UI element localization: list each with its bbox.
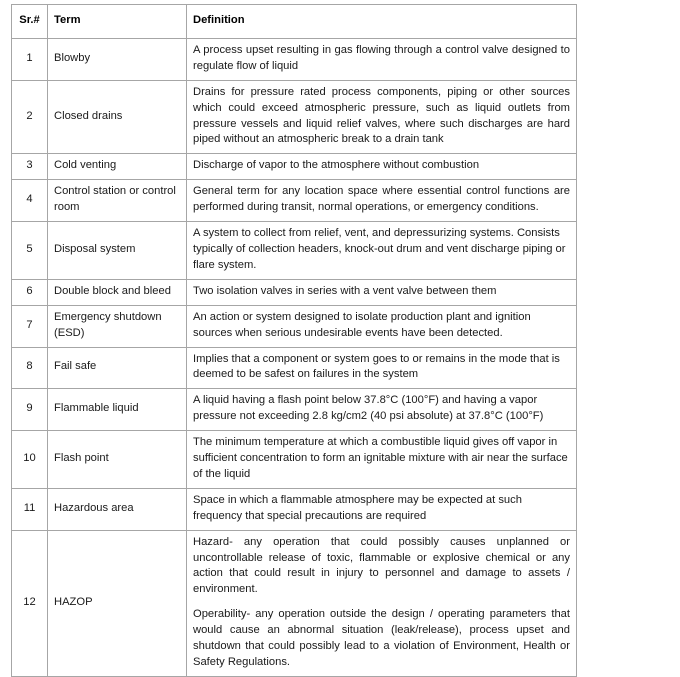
cell-definition	[187, 279, 577, 305]
cell-serial-number: 7	[12, 305, 48, 347]
definition-paragraph: General term for any location space where essential control functions are performed during transit, normal operations, or emergency conditions.	[193, 185, 570, 214]
definition-paragraph: Drains for pressure rated process components, piping or other sources which could exceed atmospheric pressure, such as liquid outlets from pressure vessels and liquid relief valves, where such discharges are hard piped without an atmospheric break to a drain tank	[193, 85, 570, 146]
cell-serial-number: 1	[12, 38, 48, 80]
cell-serial-number: 3	[12, 154, 48, 180]
cell-serial-number: 12	[12, 530, 48, 676]
table-row	[12, 347, 577, 389]
cell-definition	[187, 347, 577, 389]
table-row	[12, 488, 577, 530]
definition-paragraph: A liquid having a flash point below 37.8°C (100°F) and having a vapor pressure not exceeding 2.8 kg/cm2 (40 psi absolute) at 37.8°C (100°F)	[193, 394, 544, 423]
definition-paragraph: A system to collect from relief, vent, and depressurizing systems. Consists typically of collection headers, knock-out drum and vent discharge piping or flare system.	[193, 227, 566, 271]
cell-serial-number: 8	[12, 347, 48, 389]
definition-paragraph: A process upset resulting in gas flowing through a control valve designed to regulate flow of liquid	[193, 43, 570, 72]
definition-paragraph: Space in which a flammable atmosphere may be expected at such frequency that special precautions are required	[193, 493, 522, 522]
definition-paragraph: Two isolation valves in series with a vent valve between them	[193, 284, 497, 297]
cell-term: Fail safe	[48, 347, 187, 389]
cell-term: Emergency shutdown (ESD)	[48, 305, 187, 347]
cell-definition	[187, 180, 577, 222]
table-row	[12, 305, 577, 347]
cell-term: Flash point	[48, 431, 187, 489]
definition-paragraph: The minimum temperature at which a combustible liquid gives off vapor in sufficient concentration to form an ignitable mixture with air near the surface of the liquid	[193, 436, 568, 480]
definition-paragraph: Hazard- any operation that could possibly causes unplanned or uncontrollable release of toxic, flammable or explosive chemical or any action that could result in injury to personnel and damage to assets / environment.	[193, 535, 570, 596]
cell-term: Flammable liquid	[48, 389, 187, 431]
cell-definition	[187, 154, 577, 180]
cell-definition	[187, 305, 577, 347]
cell-definition	[187, 530, 577, 676]
cell-term: Control station or control room	[48, 180, 187, 222]
table-row	[12, 279, 577, 305]
cell-serial-number: 6	[12, 279, 48, 305]
table-row	[12, 222, 577, 280]
definition-paragraph: Discharge of vapor to the atmosphere without combustion	[193, 159, 480, 172]
cell-term: Cold venting	[48, 154, 187, 180]
definition-paragraph: Implies that a component or system goes to or remains in the mode that is deemed to be safest on failures in the system	[193, 352, 560, 381]
definition-paragraph: An action or system designed to isolate production plant and ignition sources when serious undesirable events have been detected.	[193, 310, 531, 339]
table-header-row	[12, 5, 577, 39]
definition-paragraph: Operability- any operation outside the design / operating parameters that would cause an abnormal situation (leak/release), process upset and shutdown that could possibly lead to a violation of Environment, Health or Safety Regulations.	[193, 608, 570, 668]
table-row	[12, 530, 577, 676]
column-header-term: Term	[48, 5, 187, 39]
table-row	[12, 80, 577, 154]
cell-serial-number: 5	[12, 222, 48, 280]
cell-serial-number: 2	[12, 80, 48, 154]
cell-term: Hazardous area	[48, 488, 187, 530]
table-row	[12, 38, 577, 80]
cell-definition	[187, 38, 577, 80]
table-row	[12, 389, 577, 431]
table-body	[12, 38, 577, 676]
cell-term: Closed drains	[48, 80, 187, 154]
cell-serial-number: 9	[12, 389, 48, 431]
cell-definition	[187, 222, 577, 280]
cell-definition	[187, 389, 577, 431]
table-header	[12, 5, 577, 39]
column-header-definition: Definition	[187, 5, 577, 39]
column-header-sr: Sr.#	[12, 5, 48, 39]
table-row	[12, 180, 577, 222]
table-row	[12, 431, 577, 489]
glossary-table	[11, 4, 577, 677]
cell-serial-number: 10	[12, 431, 48, 489]
cell-term: Double block and bleed	[48, 279, 187, 305]
cell-term: Blowby	[48, 38, 187, 80]
cell-serial-number: 4	[12, 180, 48, 222]
cell-term: HAZOP	[48, 530, 187, 676]
table-row	[12, 154, 577, 180]
cell-serial-number: 11	[12, 488, 48, 530]
cell-definition	[187, 80, 577, 154]
cell-definition	[187, 488, 577, 530]
cell-definition	[187, 431, 577, 489]
cell-term: Disposal system	[48, 222, 187, 280]
